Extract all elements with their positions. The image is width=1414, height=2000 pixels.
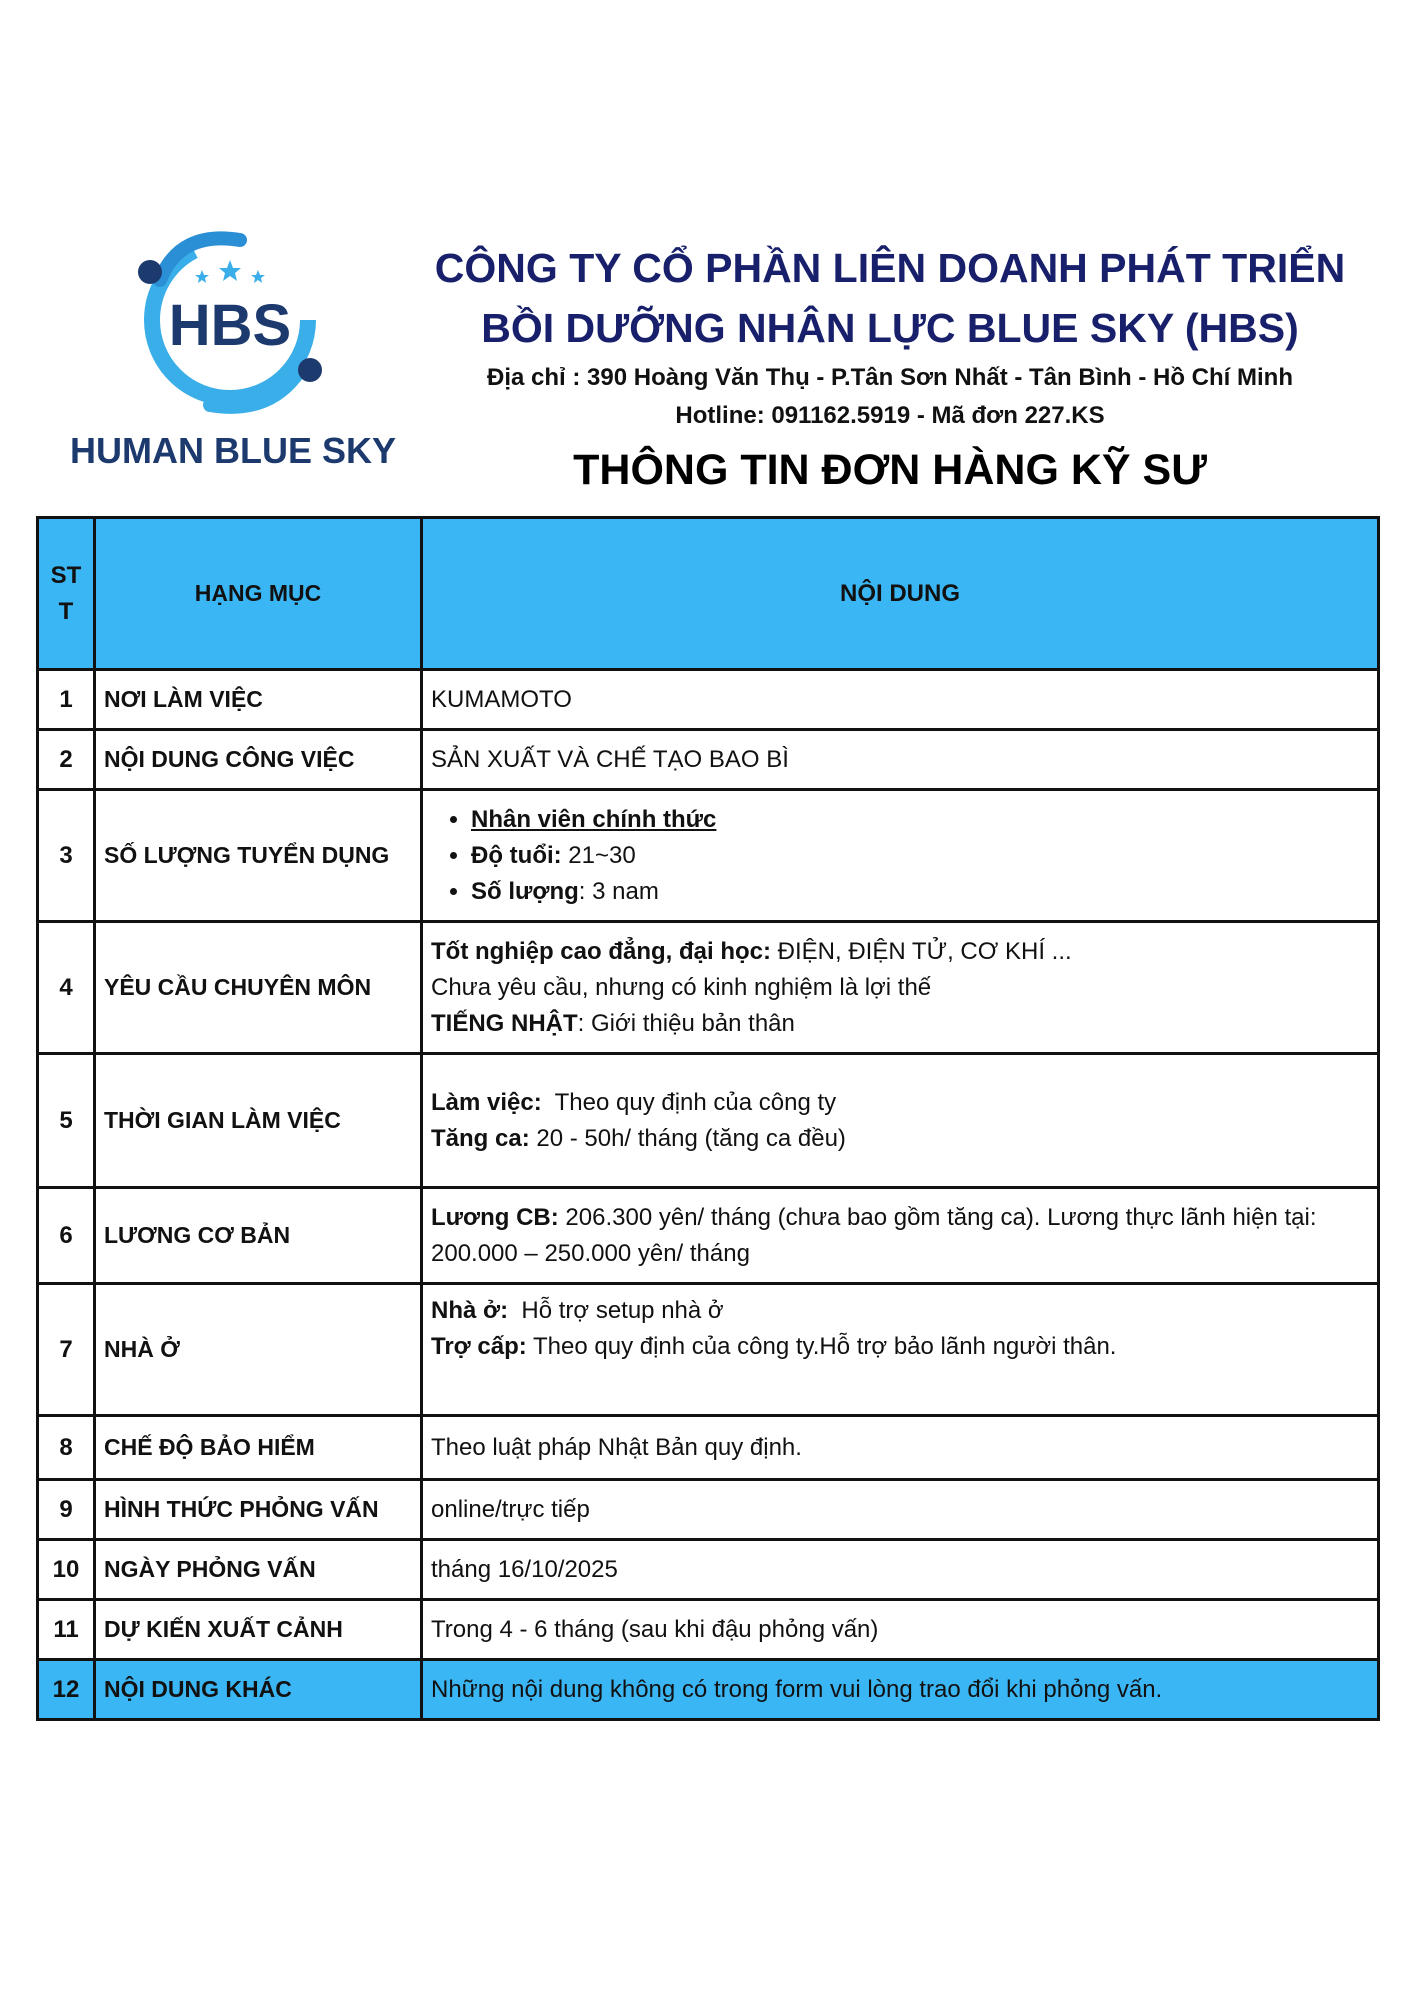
row-category: NHÀ Ở [95, 1284, 422, 1416]
row-number: 11 [38, 1600, 95, 1660]
row-content: online/trực tiếp [422, 1480, 1379, 1540]
row-number: 4 [38, 922, 95, 1054]
company-name-line2: BỒI DƯỠNG NHÂN LỰC BLUE SKY (HBS) [481, 305, 1299, 351]
row-number: 7 [38, 1284, 95, 1416]
row-content: Nhà ở: Hỗ trợ setup nhà ở Trợ cấp: Theo quy định của công ty.Hỗ trợ bảo lãnh người thân. [422, 1284, 1379, 1416]
row-content: SẢN XUẤT VÀ CHẾ TẠO BAO BÌ [422, 730, 1379, 790]
header-category: HẠNG MỤC [95, 518, 422, 670]
row-category: HÌNH THỨC PHỎNG VẤN [95, 1480, 422, 1540]
company-address: Địa chỉ : 390 Hoàng Văn Thụ - P.Tân Sơn Nhất - Tân Bình - Hồ Chí Minh [487, 364, 1293, 391]
row-category: CHẾ ĐỘ BẢO HIỂM [95, 1416, 422, 1480]
row-category: NƠI LÀM VIỆC [95, 670, 422, 730]
table-row [38, 670, 1379, 730]
table-row [38, 1416, 1379, 1480]
table-row [38, 1600, 1379, 1660]
table-row [38, 1284, 1379, 1416]
row-category: NGÀY PHỎNG VẤN [95, 1540, 422, 1600]
row-category: SỐ LƯỢNG TUYỂN DỤNG [95, 790, 422, 922]
row-category: LƯƠNG CƠ BẢN [95, 1188, 422, 1284]
row-number: 6 [38, 1188, 95, 1284]
row-content: Lương CB: 206.300 yên/ tháng (chưa bao gồm tăng ca). Lương thực lãnh hiện tại: 200.000 – 250.000 yên/ tháng [422, 1188, 1379, 1284]
list-item: • Nhân viên chính thức [471, 802, 1369, 838]
table-header-row [38, 518, 1379, 670]
table-row [38, 1540, 1379, 1600]
row-content: KUMAMOTO [422, 670, 1379, 730]
list-item: • Số lượng: 3 nam [471, 874, 1369, 910]
row-category: NỘI DUNG CÔNG VIỆC [95, 730, 422, 790]
row-content: Tốt nghiệp cao đẳng, đại học: ĐIỆN, ĐIỆN TỬ, CƠ KHÍ ... Chưa yêu cầu, nhưng có kinh nghiệm là lợi thế TIẾNG NHẬT: Giới thiệu bản thân [422, 922, 1379, 1054]
table-row [38, 1054, 1379, 1188]
row-content [422, 790, 1379, 922]
row-content: tháng 16/10/2025 [422, 1540, 1379, 1600]
row-content: Theo luật pháp Nhật Bản quy định. [422, 1416, 1379, 1480]
row-category: THỜI GIAN LÀM VIỆC [95, 1054, 422, 1188]
table-row [38, 922, 1379, 1054]
row-category: NỘI DUNG KHÁC [95, 1660, 422, 1720]
row-number: 12 [38, 1660, 95, 1720]
row-number: 5 [38, 1054, 95, 1188]
page-title: THÔNG TIN ĐƠN HÀNG KỸ SƯ [573, 446, 1207, 494]
row-category: YÊU CẦU CHUYÊN MÔN [95, 922, 422, 1054]
table-row-highlighted [38, 1660, 1379, 1720]
row-number: 8 [38, 1416, 95, 1480]
company-logo [70, 220, 397, 480]
table-row [38, 1480, 1379, 1540]
company-header [390, 238, 1390, 434]
row-content: Trong 4 - 6 tháng (sau khi đậu phỏng vấn) [422, 1600, 1379, 1660]
row-content: Làm việc: Theo quy định của công ty Tăng ca: 20 - 50h/ tháng (tăng ca đều) [422, 1054, 1379, 1188]
row-number: 3 [38, 790, 95, 922]
row-number: 10 [38, 1540, 95, 1600]
row-number: 9 [38, 1480, 95, 1540]
table-row [38, 1188, 1379, 1284]
row-number: 2 [38, 730, 95, 790]
hbs-logo-icon [120, 220, 340, 430]
row-content: Những nội dung không có trong form vui lòng trao đổi khi phỏng vấn. [422, 1660, 1379, 1720]
row-number: 1 [38, 670, 95, 730]
header-content: NỘI DUNG [422, 518, 1379, 670]
company-name-line1: CÔNG TY CỔ PHẦN LIÊN DOANH PHÁT TRIỂN [434, 245, 1346, 291]
job-info-table [36, 516, 1380, 1721]
logo-mark: HBS [168, 293, 292, 358]
logo-text: HUMAN BLUE SKY [70, 430, 397, 471]
list-item: • Độ tuổi: 21~30 [471, 838, 1369, 874]
row-category: DỰ KIẾN XUẤT CẢNH [95, 1600, 422, 1660]
header-stt: ST T [38, 518, 95, 670]
table-row [38, 790, 1379, 922]
company-hotline: Hotline: 091162.5919 - Mã đơn 227.KS [675, 402, 1105, 429]
table-row [38, 730, 1379, 790]
